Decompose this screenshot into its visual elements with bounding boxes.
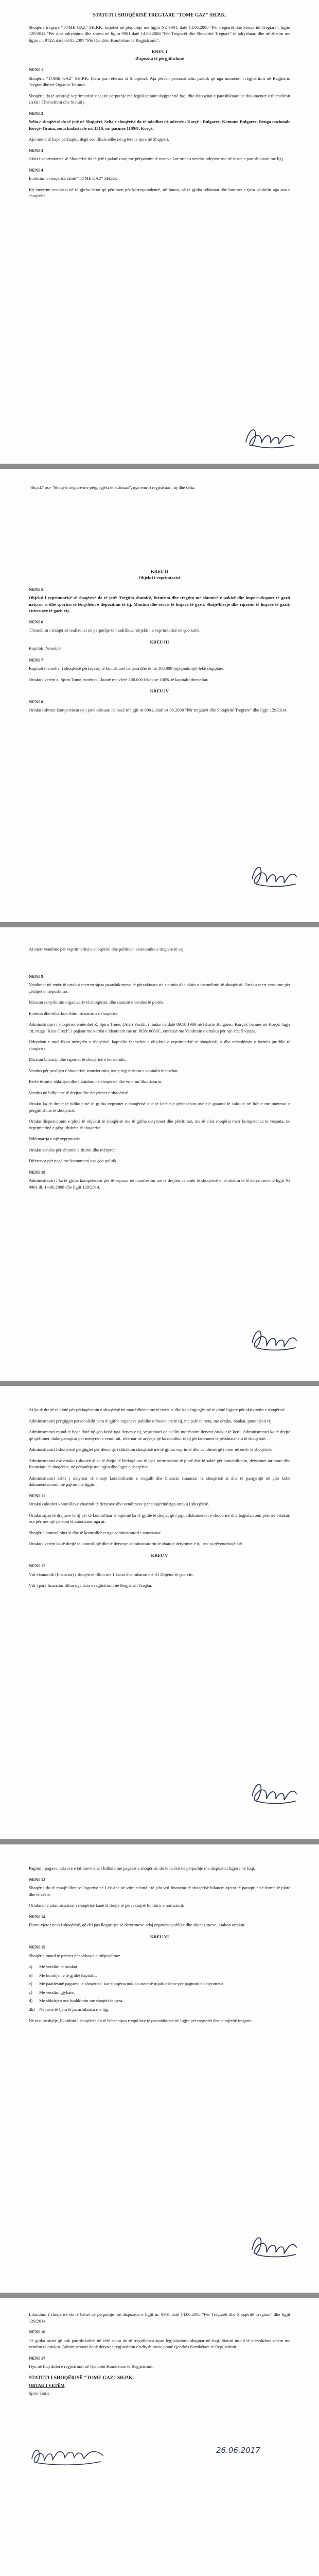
chapter-heading: KREU IV	[150, 688, 169, 693]
article-text: Miraton bilancin dhe raportet të shoqërisë e konsolidit.	[29, 1057, 126, 1062]
article-text: Shoqëria do të ushtrojë veprimtarinë e saj në përputhje me legjislacionin shqiptar në fuqi dhe dispozitat e parashikuara në dokumentet e themelimit (Akti i Themelimit dhe Statuti).	[29, 93, 290, 105]
article-heading: NENI 8	[29, 699, 43, 704]
article-text: Vendos për prishjen e shoqërisë, transferimin, ose ç'regjistrimin e kapitalit themeltar.	[29, 1067, 179, 1073]
article-text: Shoqëria mund të prishet për shkaqet e mëposhtme:	[29, 1953, 120, 1958]
article-heading: NENI 7	[29, 657, 43, 663]
chapter-heading: KREU II	[151, 568, 168, 574]
article-text: Ndryshon e modifikon mënyrën e shoqërisë, kapitalin themeltar e objektin e veprimtarisë së shoqërisë, si dhe ndryshimin e formës juridike të shoqërisë.	[29, 1039, 290, 1051]
intro-paragraph: "Sh.p.k" ose "Shoqëri tregtare me përgjegjësi të kufizuar", nga emri i regjistruar i tij dhe selia.	[29, 485, 196, 490]
closing-subtitle: ORTAK I VETËM	[29, 2383, 65, 2388]
chapter-heading: KREU I	[151, 49, 168, 54]
article-text: Likuidimi i shoqërisë do të bëhet në përputhje me dispozitat e ligjit nr. 9901 datë 14.06.2008 "Për Tregtarët dhe Shoqëritë Tregtare" dhe ligjit 129/2014.	[29, 2312, 290, 2324]
article-heading: NENI 15	[29, 1944, 46, 1950]
article-text: Shoqëria do të mbajë librat e llogarive në Lek dhe në vitin e fundit të çdo viti financiar të shoqërisë bilancin vjetor të paraqitur në formë të plotë dhe të saktë.	[29, 1885, 290, 1897]
article-text: Viti i parë financiar fillon nga data e regjistrimit në Regjistrin Tregtar.	[29, 1583, 153, 1588]
article-heading: NENI 1	[29, 67, 43, 72]
article-text: Afati i veprimtarisë së Shoqërisë do të jetë i pakufizuar, me përjashtim të rasteve kur ortaku vendos ndryshe ose në rastet e parashikuara me ligj.	[29, 156, 285, 161]
article-heading: NENI 10	[29, 1169, 46, 1175]
article-text: Ajo mund të hapë përfaqësi, degë ose filiale edhe në qytete të tjera në Shqipëri.	[29, 137, 169, 142]
article-text: Diferenca për pagë me komuniteti ose çdo politik.	[29, 1158, 118, 1163]
article-text: Ai ka të drejtë të plotë për përfaqësimin e shoqërisë në marrëdhënie me të tretët si dhe ka përgjegjësinë të plotë ligjore për aktivitetin e shoqërisë.	[29, 1407, 286, 1412]
article-text: Ortaku i vetëm z. Spiro Tome, zotëron 1 kuotë me vlerë 100.000 lekë ose 100% të kapitalit themeltar.	[29, 676, 208, 682]
handwritten-signature	[247, 1324, 298, 1355]
list-item: b) Me humbjen e të gjithë kapitalit.	[29, 1972, 97, 1978]
article-text: Rivlerësimin, shkrirjen dhe likuidimin e shoqërisë dhe emëron likuidatorin.	[29, 1079, 163, 1084]
article-text: Vendos në lidhje me të drejtat dhe detyrimet e shoqërisë.	[29, 1090, 129, 1095]
article-text: Administratori përgjigjet personalisht para të gjithë organeve publike e financiare të tij, me palë të treta, me ortaku, bankat, punonjësit etj.	[29, 1418, 273, 1423]
handwritten-signature	[247, 860, 298, 891]
article-heading: NENI 12	[29, 1563, 46, 1568]
chapter-subtitle: Dispozita të përgjithshme	[135, 55, 184, 61]
article-text: Në rast prishjeje, likuidimi i shoqërisë do të bëhet sipas rregullave të parashikuara në ligjin për tregtarët dhe shoqëritë tregtare.	[29, 2018, 253, 2023]
article-heading: NENI 17	[29, 2355, 46, 2361]
article-heading: NENI 3	[29, 147, 43, 153]
article-text: Miraton ndryshimin organizativ të shoqërisë, dhe statutin e vendos të plotën.	[29, 999, 165, 1005]
article-heading: NENI 2	[29, 110, 43, 116]
article-text: Ortaku ka të drejtë të ndikojë në të gjitha veprimet e shoqërisë dhe të ketë një përfaqësim ose një garanci të caktuar në lidhje me interesat e përgjithshme të shoqërisë.	[29, 1101, 290, 1113]
document-page-1	[0, 0, 319, 464]
article-heading: NENI 13	[29, 1876, 46, 1882]
list-item: dh) Në raste të tjera të parashikuara me ligj.	[29, 2006, 110, 2012]
article-text: Ortaku vendos për shumën e fitimit dhe mënyrën.	[29, 1147, 117, 1153]
document-page-3	[0, 927, 319, 1381]
handwritten-signature	[29, 2443, 106, 2469]
article-text: Shoqëria kontrollohet si dhe të kontrollohet nga administratori i autorizuar.	[29, 1530, 162, 1535]
article-text: Të gjitha rastet që nuk parashikohen në këtë statut do të rregullohen sipas legjislacionit shqiptar në fuqi. Statuti mund të ndryshohet vetëm me vendim të ortakut. Administratori do të detyrojë regjistrimin e ndryshimeve pranë Qendrës Kombëtare të Regjistrimit.	[29, 2337, 290, 2349]
list-item: c) Me paaftësinë paguese të shoqërisë, kur shoqëria nuk ka asete të mjaftueshme për pagimin e detyrimeve.	[29, 1981, 225, 1986]
article-heading: NENI 6	[29, 619, 43, 624]
article-text: Ndërmarrja e një veprimtarie.	[29, 1136, 82, 1141]
article-text: Ky emërtim vendoset në të gjitha letrat që përdoren për korrespondencë, në fatura, në të gjitha reklamat dhe botimet e tjera që dalin nga ana e shoqërisë.	[29, 187, 290, 198]
article-heading: NENI 14	[29, 1913, 46, 1919]
article-text: Administratori mund të heqë dorë në çdo kohë nga detyra e tij, veprimtari që sjellin me zbatim detyrat ortakut të ketij. Administratori ka të drejtë që sjellimet, duke paraqitur për mënyrën e vendimit, referuar në arsyeje që ka ndodhur të tij përfaqësuesi të përshtatshëm të shoqërisë.	[29, 1429, 290, 1441]
article-text: Themelimi i shoqërisë realizohet në përputhje të modifikuar objektin e veprimtarisë në çdo kohë.	[29, 628, 201, 633]
article-text: Ortaku dhe administratori i shoqërisë kanë të drejtë të përcaktojnë fondin e amortizimit.	[29, 1903, 184, 1908]
dissolution-list	[29, 1963, 290, 2012]
document-page-4	[0, 1386, 319, 1839]
handwritten-signature	[247, 2231, 298, 2262]
handwritten-signature	[247, 1777, 298, 1808]
chapter-heading: KREU III	[150, 639, 169, 645]
document-page-5	[0, 1844, 319, 2293]
article-text: Administratori i shoqërisë përgjigjet për dëme që i shkakton shoqërisë me të gjitha veprimet dhe vendimet që i merr në emër të shoqërisë.	[29, 1447, 273, 1452]
article-text: Hyn në fuqi ditën e regjistrimit në Qendrën Kombëtare të Regjistrimit.	[29, 2364, 154, 2369]
article-heading: NENI 11	[29, 1493, 45, 1498]
closing-title: STATUTI I SHOQËRISË "TOME GAZ" SH.P.K.	[29, 2375, 134, 2381]
article-text: Ortaku caktohet kontrollin e zbatimit të detyrave dhe vendimeve për shoqërinë nga ortaku i shoqërisë.	[29, 1501, 209, 1506]
document-title: STATUTI I SHOQËRISË TREGTARE "TOME GAZ" SH.P.K.	[93, 13, 226, 18]
signature-date: 26.06.2017	[216, 2446, 260, 2455]
intro-paragraph: Shoqëria tregtare "TOME GAZ" SH.P.K. krijohet në përputhje me ligjin Nr. 9901, datë 14.06.2008 "Për tregtarët dhe Shoqëritë Tregtare", ligjin 129/2014 "Për disa ndryshime dhe shtesa në ligjin 9901 datë 14.06.2008 "Për Tregtarët dhe Shoqëritë Tregtare" të ndryshuar, dhe në zbatim me ligjin nr. 9723, datë 03.05.2007 "Për Qendrën Kombëtare të Regjistrimit".	[29, 24, 290, 43]
document-page-2	[0, 469, 319, 922]
article-text: Administratori ose ortaku i shoqërisë ka të drejtë të kërkojë ose të japë informacion të plotë dhe të saktë për kontabilitetin, detyrimet tatimore dhe financiare të shoqërisë, në përputhje me ligjin dhe ligjet e shoqërisë.	[29, 1458, 290, 1469]
article-text: Ortaku dispozicionin e plotë të objektit të shoqërisë me të gjitha detyrimet dhe përfitimet, me të cilat shoqëria merr kompetenca të veçanta, në veprimtarinë e përgjithshme të shoqërisë.	[29, 1118, 290, 1130]
article-text: Ortaku sipas të drejtave të tij për të kontrolluar shoqërinë ka të gjithë të drejtat që i japin dokumentet e shoqërisë dhe legjislacioni, përmes ortakut, ose përmes një personi të autorizuar nga ai.	[29, 1512, 290, 1524]
article-heading: NENI 16	[29, 2329, 46, 2334]
article-text: Vendimet në emër të ortakut merren sipas parashikimeve të përcaktuara në statutin dhe aktin e themelimit të shoqërisë. Ortaku merr vendime për çështjet e mëposhtme:	[29, 982, 290, 994]
intro-paragraph: Ai merr vendime për veprimtarinë e shoqërisë dhe politikën ekonomike e tregtare të saj.	[29, 946, 185, 952]
article-text: Shoqëria "TOME GAZ" SH.P.K. (këtu pas referuar si Shoqëria). Aja përcen personalitetin juridik që nga momenti i regjistrimit në Regjistrin Tregtar dhe në Organin Tatimor.	[29, 75, 290, 87]
article-text: Fitimi vjetor neto i shoqërisë, që del pas llogaritjes së detyrimeve ndaj organeve publike dhe shpenzimeve, i takon ortakut.	[29, 1922, 246, 1927]
list-item: d) Me shkrirjen ose bashkimin me shoqëri të tjera.	[29, 1998, 123, 2003]
article-text: Administratori është i detyruar të mbajë kontabilitetin e rregullt dhe bilancin financiar të shoqërisë si dhe të pasqyrojë në çdo kohë dokumentacionin në pajtim me ligjin.	[29, 1475, 290, 1487]
article-text: Ortaku ushtron kompetencat që i janë caktuar, në bazë të ligjit nr 9901, datë 14.06.2008 "Për tregtarët dhe Shoqëritë Tregtare" dhe ligjit 129/2014.	[29, 707, 288, 713]
list-item: ç) Me vendim gjykate.	[29, 1989, 75, 1995]
article-text: Ortaku i vetëm ka të drejtë të kontrollojë dhe të detyrojë administratorin të zbatojë detyrimet e tij, ose ta zëvendësojë atë.	[29, 1541, 243, 1546]
article-text: Pagimi i pagave, taksave e tatimeve dhe i lidhura me pagesat e shoqërisë, do të behen në përputhje me dispozitat ligjore në fuqi.	[29, 1866, 255, 1871]
chapter-heading: KREU V	[151, 1552, 168, 1558]
handwritten-signature	[242, 422, 298, 453]
article-text: Emëron dhe shkarkon Administratorin e shoqërisë.	[29, 1010, 119, 1016]
article-text: Administratori i shoqërisë emërohet Z. Spiro Tome, (Atë i Vasilit, i lindur në datë 09.10.1969 në fshatin Bulgarec, Korçë), banues në Korçë, lagja 18, rruga "Kico Grezi", i pajisur me kartën e identitetit me nr. I83810000C, emëruar me Vendimin e ortakut për një afat 5 vjeçar.	[29, 1022, 290, 1033]
article-text: Emërtimi i shoqërisë është "TOME GAZ" SH.P.K.	[29, 176, 119, 181]
article-heading: NENI 4	[29, 167, 43, 173]
article-text: Viti ekonomik (financiar) i shoqërisë fillon më 1 Janar dhe mbaron më 31 Dhjetor të çdo viti.	[29, 1571, 194, 1577]
owner-name: Spiro Tome	[29, 2390, 50, 2396]
chapter-subtitle: Objekti i veprimtarisë	[138, 575, 181, 580]
article-heading: NENI 5	[29, 586, 43, 592]
article-heading: NENI 9	[29, 973, 43, 979]
article-text: Administratori i ka të gjitha kompetencat për të vepruar në manifestim me të drejtën në emër të shoqërisë e në zbatim të të detyrimeve të ligjit Nr 9901 dt. 14.06.2008 dhe ligjit 129/2014.	[29, 1178, 290, 1190]
list-item: a) Me vendim të ortakut;	[29, 1964, 79, 1969]
article-text: Objekti i veprimtarisë së shoqërisë do të jetë: Tregtim shumicë, furnizim dhe tregtim me shumicë e pakicë dhe import-eksport të gazit natyror si dhe sportiri të lëngshëm e depozitimi të tij. Montim dhe servis të linjave të gazit. Shitje/blerje dhe riparim të linjave të gazit, cisternave të gazit etj.	[29, 595, 290, 613]
article-text: Selia e shoqërisë do të jetë në Shqipëri. Selia e shoqërisë do të ndodhet në adresën: Korçë - Bulgarec, Komuna Bulgarec, Rruga nacionale Korçë-Tirana, zona kadastrale nr. 1310, nr. pasurie 1199/8, Korçë.	[29, 119, 290, 131]
chapter-heading: KREU VI	[150, 1934, 169, 1939]
document-page-6	[0, 2298, 319, 2576]
article-text: Kapitali themeltar i shoqërisë përfaqësojnë kontributet në para dhe është 100.000 (njëqindmijë) lekë shqiptare.	[29, 666, 225, 671]
chapter-subtitle: Kapitali themeltar	[29, 646, 62, 651]
